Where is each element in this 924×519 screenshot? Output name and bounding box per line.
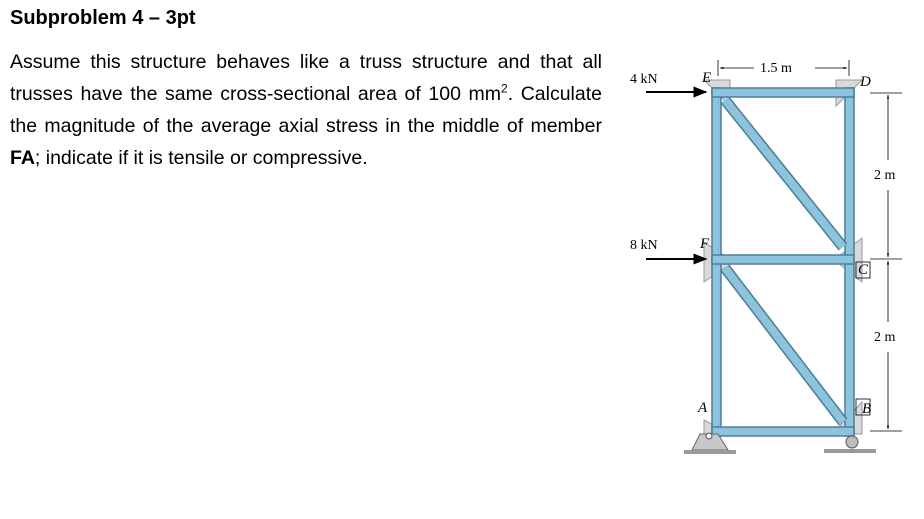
area-unit-exponent: 2 (501, 81, 508, 96)
load-label-mid: 8 kN (630, 238, 658, 253)
node-label-a: A (698, 400, 708, 416)
member-fc (712, 255, 854, 264)
dimension-label-upper: 2 m (874, 168, 896, 183)
truss-diagram (612, 42, 924, 472)
member-ed (712, 88, 854, 97)
node-label-e: E (702, 70, 712, 86)
subproblem-heading: Subproblem 4 – 3pt (10, 7, 196, 29)
member-name: FA (10, 147, 35, 169)
load-arrows (646, 92, 706, 259)
problem-text-part3: ; indicate if it is tensile or compressive. (34, 147, 368, 169)
problem-text-part2: . Calculate the magnitude of the average axial stress in the middle of member (10, 83, 602, 137)
member-ec (725, 100, 843, 247)
problem-text-part1: Assume this structure behaves like a truss structure and that all trusses have the same cross-sectional area of 100 mm (10, 51, 602, 105)
member-ab (712, 427, 854, 436)
truss-figure (612, 42, 924, 472)
node-label-d: D (860, 74, 871, 90)
node-label-f: F (700, 236, 710, 252)
dimension-label-width: 1.5 m (760, 61, 792, 76)
member-fb (725, 268, 843, 422)
truss-members (712, 88, 854, 436)
load-label-top: 4 kN (630, 72, 658, 87)
node-label-b: B (862, 401, 872, 417)
node-label-c: C (858, 262, 869, 278)
dimension-label-lower: 2 m (874, 330, 896, 345)
problem-statement (10, 46, 602, 174)
roller-support-b (824, 436, 876, 453)
